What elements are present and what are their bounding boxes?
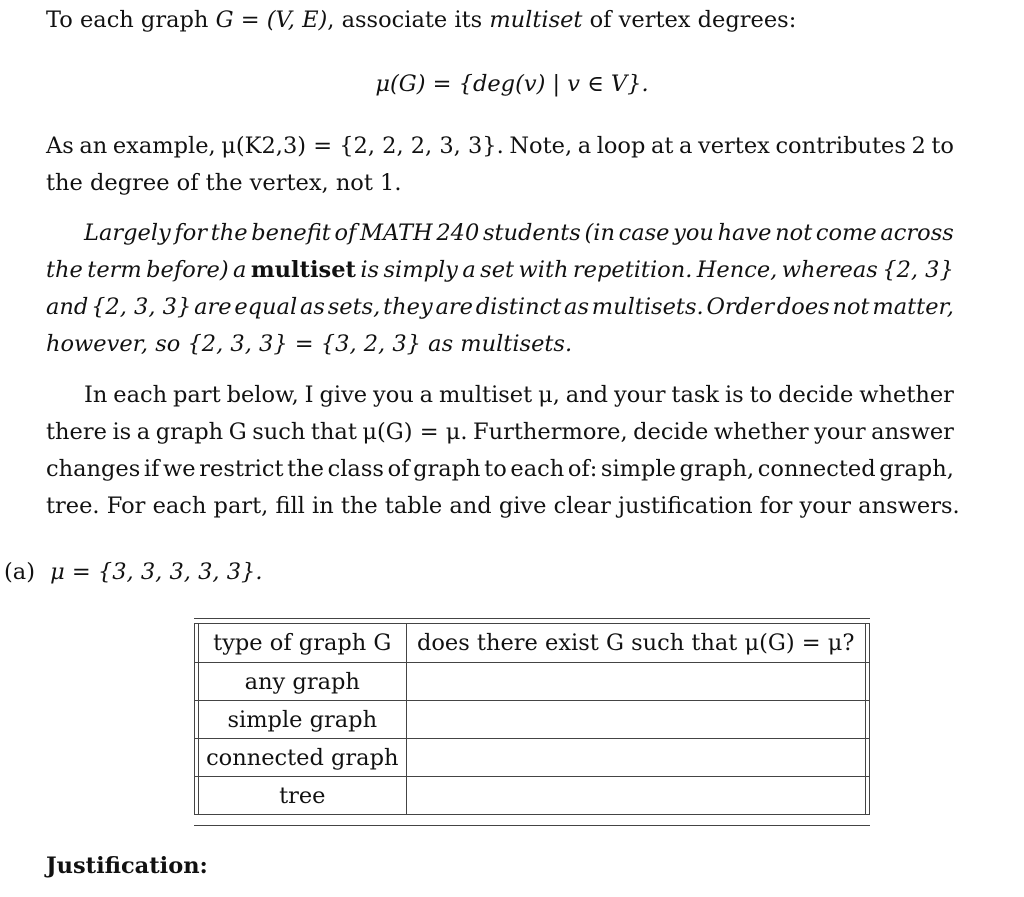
word: decide: [778, 382, 854, 408]
word: In: [84, 382, 108, 408]
word: restrict: [199, 456, 284, 482]
row-label-connected-graph-text: connected graph: [206, 744, 399, 771]
word: and: [565, 382, 609, 408]
row-label-simple-graph: [199, 701, 407, 739]
word: graph,: [679, 456, 755, 482]
word: graph: [413, 456, 481, 482]
word: sets,: [327, 294, 381, 320]
row-label-simple-graph-text: simple graph: [227, 706, 378, 733]
intro-line: [46, 6, 796, 34]
word: of: [334, 220, 357, 246]
word: Order: [706, 294, 775, 320]
word: not: [775, 220, 813, 246]
word: {2, 3}: [882, 257, 954, 283]
word: you: [373, 382, 414, 408]
word: are: [194, 294, 232, 320]
row-label-tree: [199, 777, 407, 815]
word: 2: [911, 133, 926, 159]
word: a: [679, 133, 693, 159]
word: a: [462, 257, 476, 283]
header-graph-type-text: type of graph G: [213, 630, 392, 656]
table-row: [195, 739, 870, 777]
intro-text-2: , associate its: [327, 7, 490, 33]
edge: [865, 739, 869, 777]
remark-line-1: [84, 219, 954, 247]
word: set: [480, 257, 515, 283]
header-existence-text: does there exist G such that μ(G) = μ?: [416, 630, 855, 656]
part-a-statement: μ = {3, 3, 3, 3, 3}.: [50, 559, 263, 585]
word: and: [46, 294, 89, 320]
word: below,: [226, 382, 299, 408]
word: class: [327, 456, 384, 482]
word: changes: [46, 456, 141, 482]
word: (in: [584, 220, 615, 246]
word: whereas: [781, 257, 878, 283]
word: does: [776, 294, 830, 320]
word: of: [387, 456, 410, 482]
word: not: [832, 294, 870, 320]
word: across: [880, 220, 954, 246]
table-row: [195, 663, 870, 701]
header-existence: [406, 624, 865, 663]
remark-line-4: [46, 330, 572, 358]
word: the: [287, 456, 324, 482]
justification-label: [46, 852, 208, 880]
remark-line-4-text: however, so {2, 3, 3} = {3, 2, 3} as multisets.: [46, 331, 573, 357]
task-line-1: [84, 381, 954, 409]
answer-cell-simple-graph[interactable]: [406, 701, 865, 739]
row-label-any-graph: [199, 663, 407, 701]
word: matter,: [872, 294, 954, 320]
word: give: [319, 382, 368, 408]
word: Hence,: [696, 257, 778, 283]
word: they: [383, 294, 433, 320]
word: as: [299, 294, 325, 320]
word: Largely: [84, 220, 171, 246]
word: a: [577, 133, 592, 159]
task-line-2: [46, 418, 954, 446]
word: I: [304, 382, 314, 408]
word: there: [46, 419, 107, 445]
word: an: [79, 133, 108, 159]
word: that: [310, 419, 357, 445]
word: decide: [633, 419, 709, 445]
word: 240: [436, 220, 480, 246]
word: part: [173, 382, 221, 408]
table-edge-right: [865, 624, 869, 663]
row-label-tree-text: tree: [279, 782, 326, 809]
word: of:: [567, 456, 598, 482]
word: is: [360, 257, 380, 283]
part-a: [4, 558, 263, 586]
formula-text: μ(G) = {deg(v) | v ∈ V}.: [375, 71, 649, 97]
word: to: [749, 382, 773, 408]
word: with: [518, 257, 569, 283]
word: we: [163, 456, 196, 482]
remark-line-3: [46, 293, 954, 321]
word: benefit: [251, 220, 331, 246]
edge: [865, 663, 869, 701]
word: graph: [155, 419, 224, 445]
answer-grid: [194, 623, 870, 815]
word: such: [252, 419, 306, 445]
word: repetition.: [572, 257, 693, 283]
word: your: [814, 419, 866, 445]
word: the: [210, 220, 248, 246]
degree-multiset-formula: [0, 70, 1024, 98]
intro-multiset-term: multiset: [489, 7, 583, 33]
word: a: [419, 382, 434, 408]
justification-label-text: Justification:: [46, 853, 208, 879]
word: answer: [871, 419, 954, 445]
answer-cell-any-graph[interactable]: [406, 663, 865, 701]
word: your: [613, 382, 666, 408]
answer-cell-tree[interactable]: [406, 777, 865, 815]
header-graph-type: [199, 624, 407, 663]
word: μ,: [538, 382, 560, 408]
part-a-label: (a): [4, 559, 35, 585]
word: whether: [713, 419, 809, 445]
word: before): [146, 257, 229, 283]
word: students: [482, 220, 581, 246]
task-line-4: [46, 492, 960, 520]
word: simple: [600, 456, 676, 482]
word: vertex: [698, 133, 770, 159]
word: Note,: [509, 133, 573, 159]
task-line-3: [46, 455, 954, 483]
word: if: [143, 456, 160, 482]
word: distinct: [475, 294, 562, 320]
word: is: [112, 419, 132, 445]
word: {2, 3, 3}: [91, 294, 192, 320]
word: the: [46, 257, 83, 283]
word: for: [174, 220, 208, 246]
intro-text-3: of vertex degrees:: [582, 7, 797, 33]
word: G: [228, 419, 247, 445]
multiset-bold-term: multiset: [250, 257, 356, 283]
word: graph,: [879, 456, 954, 482]
edge: [865, 777, 869, 815]
word: a: [233, 257, 247, 283]
word: contributes: [775, 133, 906, 159]
word: μ(G) = μ.: [362, 419, 468, 445]
word: you: [673, 220, 714, 246]
word: to: [931, 133, 954, 159]
edge: [865, 701, 869, 739]
word: as: [564, 294, 589, 320]
example-line-1: [46, 132, 954, 160]
word: loop: [596, 133, 646, 159]
word: to: [484, 456, 507, 482]
word: task: [671, 382, 720, 408]
word: equal: [234, 294, 298, 320]
word: each: [510, 456, 565, 482]
table-row: [195, 701, 870, 739]
row-label-connected-graph: [199, 739, 407, 777]
task-line-4-text: tree. For each part, fill in the table and give clear justification for your answers.: [46, 493, 960, 519]
word: have: [717, 220, 772, 246]
table-header-row: [195, 624, 870, 663]
table-row: [195, 777, 870, 815]
word: whether: [859, 382, 954, 408]
row-label-any-graph-text: any graph: [244, 668, 360, 695]
word: multisets.: [591, 294, 704, 320]
intro-graph-def: G = (V, E): [215, 7, 328, 33]
example-line-2: [46, 169, 402, 197]
word: a: [136, 419, 151, 445]
answer-table: [194, 618, 870, 826]
answer-cell-connected-graph[interactable]: [406, 739, 865, 777]
word: term: [87, 257, 142, 283]
word: come: [815, 220, 877, 246]
word: are: [435, 294, 473, 320]
word: is: [724, 382, 744, 408]
remark-line-2: [46, 256, 954, 284]
word: multiset: [439, 382, 533, 408]
word: Furthermore,: [473, 419, 628, 445]
word: at: [650, 133, 674, 159]
word: simply: [383, 257, 458, 283]
word: case: [618, 220, 670, 246]
word: MATH: [359, 220, 433, 246]
word: As: [46, 133, 74, 159]
word: connected: [757, 456, 876, 482]
word: μ(K2,3) = {2, 2, 2, 3, 3}.: [221, 133, 504, 159]
example-line-2-text: the degree of the vertex, not 1.: [46, 170, 402, 196]
intro-text-1: To each graph: [46, 7, 216, 33]
word: each: [113, 382, 168, 408]
word: example,: [112, 133, 216, 159]
